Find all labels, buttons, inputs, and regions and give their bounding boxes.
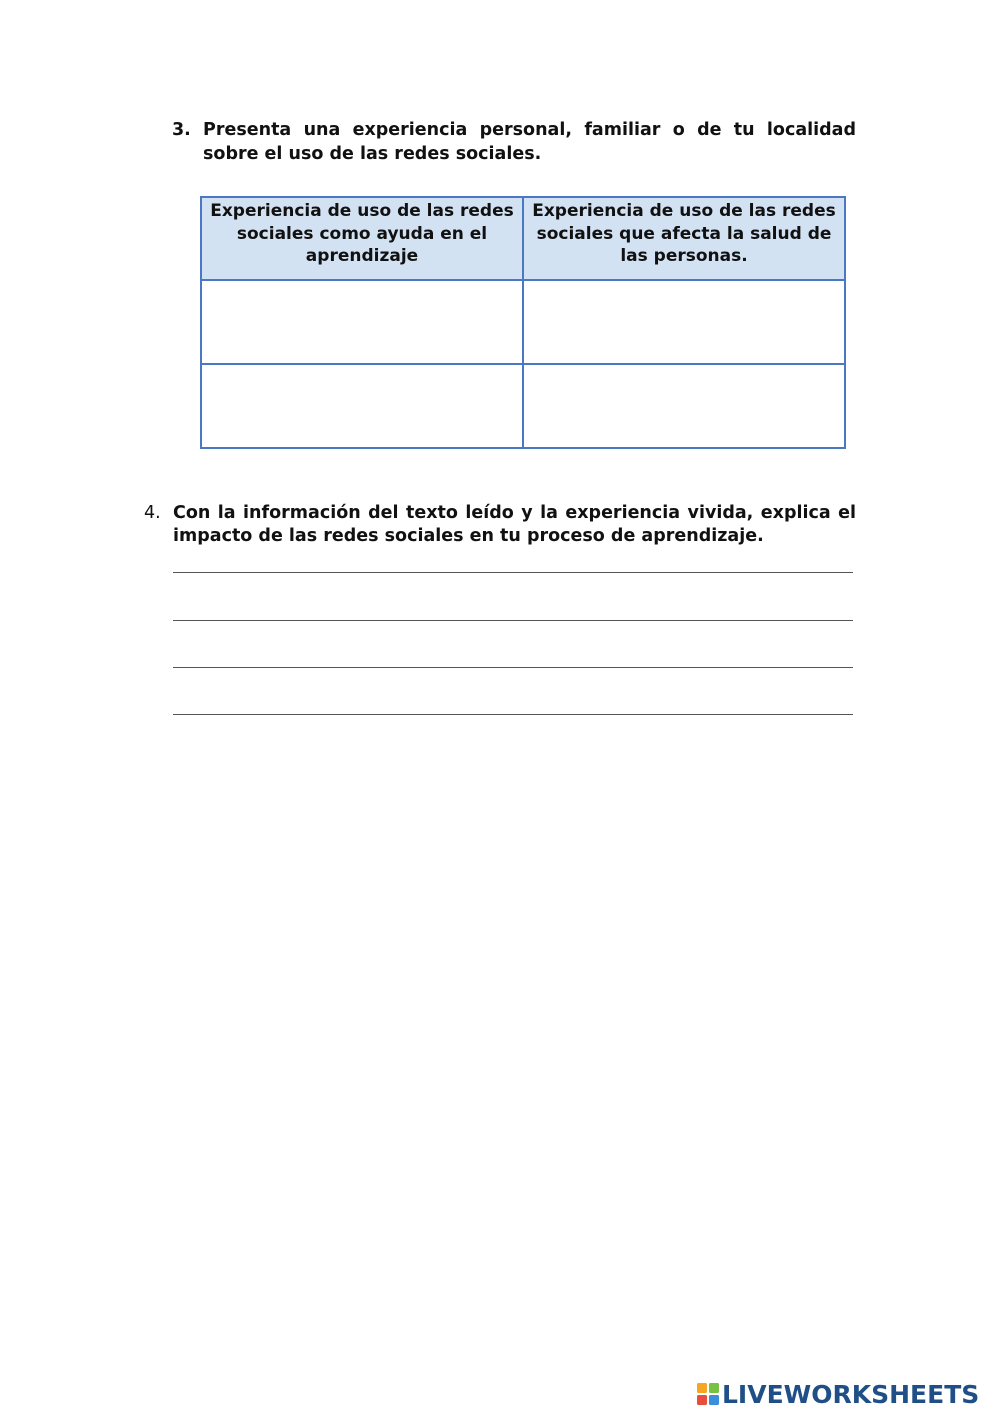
table-row [201, 364, 845, 448]
liveworksheets-logo-icon [697, 1383, 719, 1405]
question-3-number: 3. [172, 120, 191, 140]
answer-cell-learning-1[interactable] [201, 280, 523, 364]
logo-text: LIVEWORKSHEETS [722, 1379, 980, 1409]
question-3 [172, 118, 856, 166]
table-header-health: Experiencia de uso de las redes sociales que afecta la salud de las personas. [523, 197, 845, 280]
experience-table [200, 196, 846, 449]
question-3-text: Presenta una experiencia personal, familiar o de tu localidad sobre el uso de las redes sociales. [203, 120, 856, 164]
question-4-number: 4. [144, 503, 161, 523]
question-4 [144, 502, 856, 548]
answer-cell-health-1[interactable] [523, 280, 845, 364]
answer-line-3[interactable] [173, 667, 853, 668]
table-row [201, 280, 845, 364]
answer-line-4[interactable] [173, 714, 853, 715]
answer-cell-learning-2[interactable] [201, 364, 523, 448]
table-header-row [201, 197, 845, 280]
liveworksheets-logo [697, 1378, 979, 1410]
answer-cell-health-2[interactable] [523, 364, 845, 448]
question-4-text: Con la información del texto leído y la experiencia vivida, explica el impacto de las redes sociales en tu proceso de aprendizaje. [173, 503, 856, 546]
answer-line-2[interactable] [173, 620, 853, 621]
table-header-learning: Experiencia de uso de las redes sociales como ayuda en el aprendizaje [201, 197, 523, 280]
answer-line-1[interactable] [173, 572, 853, 573]
